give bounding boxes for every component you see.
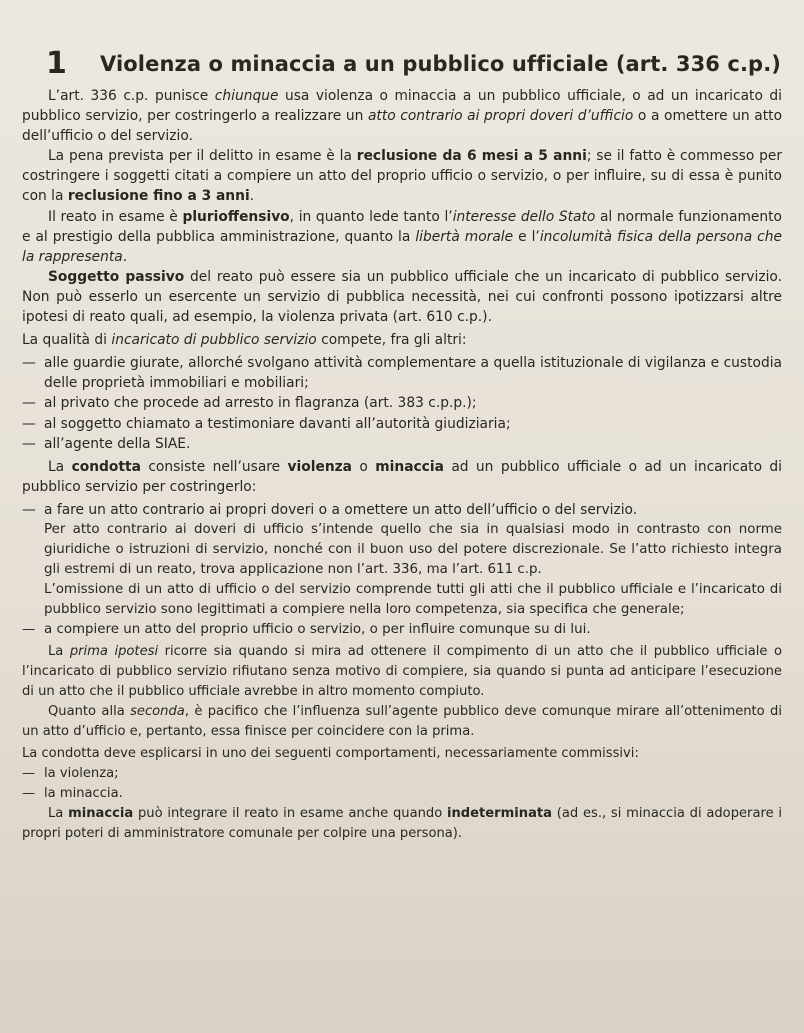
section-number: 1 [46, 46, 67, 81]
sub-paragraph: Per atto contrario ai doveri di ufficio s’intende quello che sia in qualsiasi modo in contrasto con norme giuridiche o istruzioni di servizio, nonché con il buon uso del potere discrezionale. Se l’atto richiesto integra gli estremi di un reato, trova applicazione non l’art. 336, ma l’art. 611 c.p. [44, 521, 782, 577]
list-item: — alle guardie giurate, allorché svolgano attività complementare a quella istituzionale di vigilanza e custodia delle proprietà immobiliari e mobiliari; [22, 353, 782, 393]
paragraph-2: La pena prevista per il delitto in esame è la reclusione da 6 mesi a 5 anni; se il fatto è commesso per costringere i soggetti citati a compiere un atto del proprio ufficio o servizio, o per influire, su di essa è punito con la reclusione fino a 3 anni. [22, 148, 783, 205]
sub-paragraph: L’omissione di un atto di ufficio o del servizio comprende tutti gli atti che il pubblico ufficiale e l’incaricato di pubblico servizio sono legittimati a compiere nella loro competenza, sia specifica che generale; [44, 581, 782, 617]
list-item: — al privato che procede ad arresto in flagranza (art. 383 c.p.p.); [22, 393, 782, 413]
list-item: — al soggetto chiamato a testimoniare davanti all’autorità giudiziaria; [22, 414, 782, 434]
list-condotta-2 [22, 620, 782, 640]
paragraph-5: La qualità di incaricato di pubblico servizio compete, fra gli altri: [22, 332, 467, 349]
lower-section [22, 642, 782, 844]
paragraph-10: La minaccia può integrare il reato in esame anche quando indeterminata (ad es., si minaccia di adoperare i propri poteri di amministratore comunale per colpire una persona). [22, 806, 783, 842]
paragraph-9: La condotta deve esplicarsi in uno dei seguenti comportamenti, necessariamente commissivi: [22, 746, 639, 762]
list-condotta [22, 500, 782, 520]
section-title: Violenza o minaccia a un pubblico ufficiale (art. 336 c.p.) [100, 52, 781, 76]
list-item: — a compiere un atto del proprio ufficio o servizio, o per influire comunque su di lui. [22, 620, 782, 640]
paragraph-6: La condotta consiste nell’usare violenza o minaccia ad un pubblico ufficiale o ad un incaricato di pubblico servizio per costringerlo: [22, 458, 783, 495]
list-incaricato [22, 353, 782, 453]
list-item: — all’agente della SIAE. [22, 434, 782, 454]
list-item: — la violenza; [22, 764, 782, 784]
paragraph-7: La prima ipotesi ricorre sia quando si mira ad ottenere il compimento di un atto che il pubblico ufficiale o l’incaricato di pubblico servizio rifiutano senza motivo di compiere, sia quando si punta ad anticipare l’esecuzione di un atto che il pubblico ufficiale avrebbe in altro momento compiuto. [22, 644, 782, 700]
list-item: — a fare un atto contrario ai propri doveri o a omettere un atto dell’ufficio o del servizio. [22, 500, 782, 520]
list-comportamenti [22, 764, 782, 804]
list-item: — la minaccia. [22, 784, 782, 804]
paragraph-8: Quanto alla seconda, è pacifico che l’influenza sull’agente pubblico deve comunque mirare all’ottenimento di un atto d’ufficio e, pertanto, essa finisce per coincidere con la prima. [22, 704, 782, 740]
paragraph-1: L’art. 336 c.p. punisce chiunque usa violenza o minaccia a un pubblico ufficiale, o ad un incaricato di pubblico servizio, per costringerlo a realizzare un atto contrario ai propri doveri d’ufficio o a omettere un atto dell’ufficio o del servizio. [22, 88, 783, 145]
paragraph-3: Il reato in esame è plurioffensivo, in quanto lede tanto l’interesse dello Stato al normale funzionamento e al prestigio della pubblica amministrazione, quanto la libertà morale e l’incolumità fisica della persona che la rappresenta. [22, 208, 783, 265]
paragraph-4: Soggetto passivo del reato può essere sia un pubblico ufficiale che un incaricato di pubblico servizio. Non può esserlo un esercente un servizio di pubblica necessità, nei cui confronti possono ipotizzarsi altre ipotesi di reato quali, ad esempio, la violenza privata (art. 610 c.p.). [22, 268, 782, 326]
list-item-explanation [22, 520, 782, 620]
